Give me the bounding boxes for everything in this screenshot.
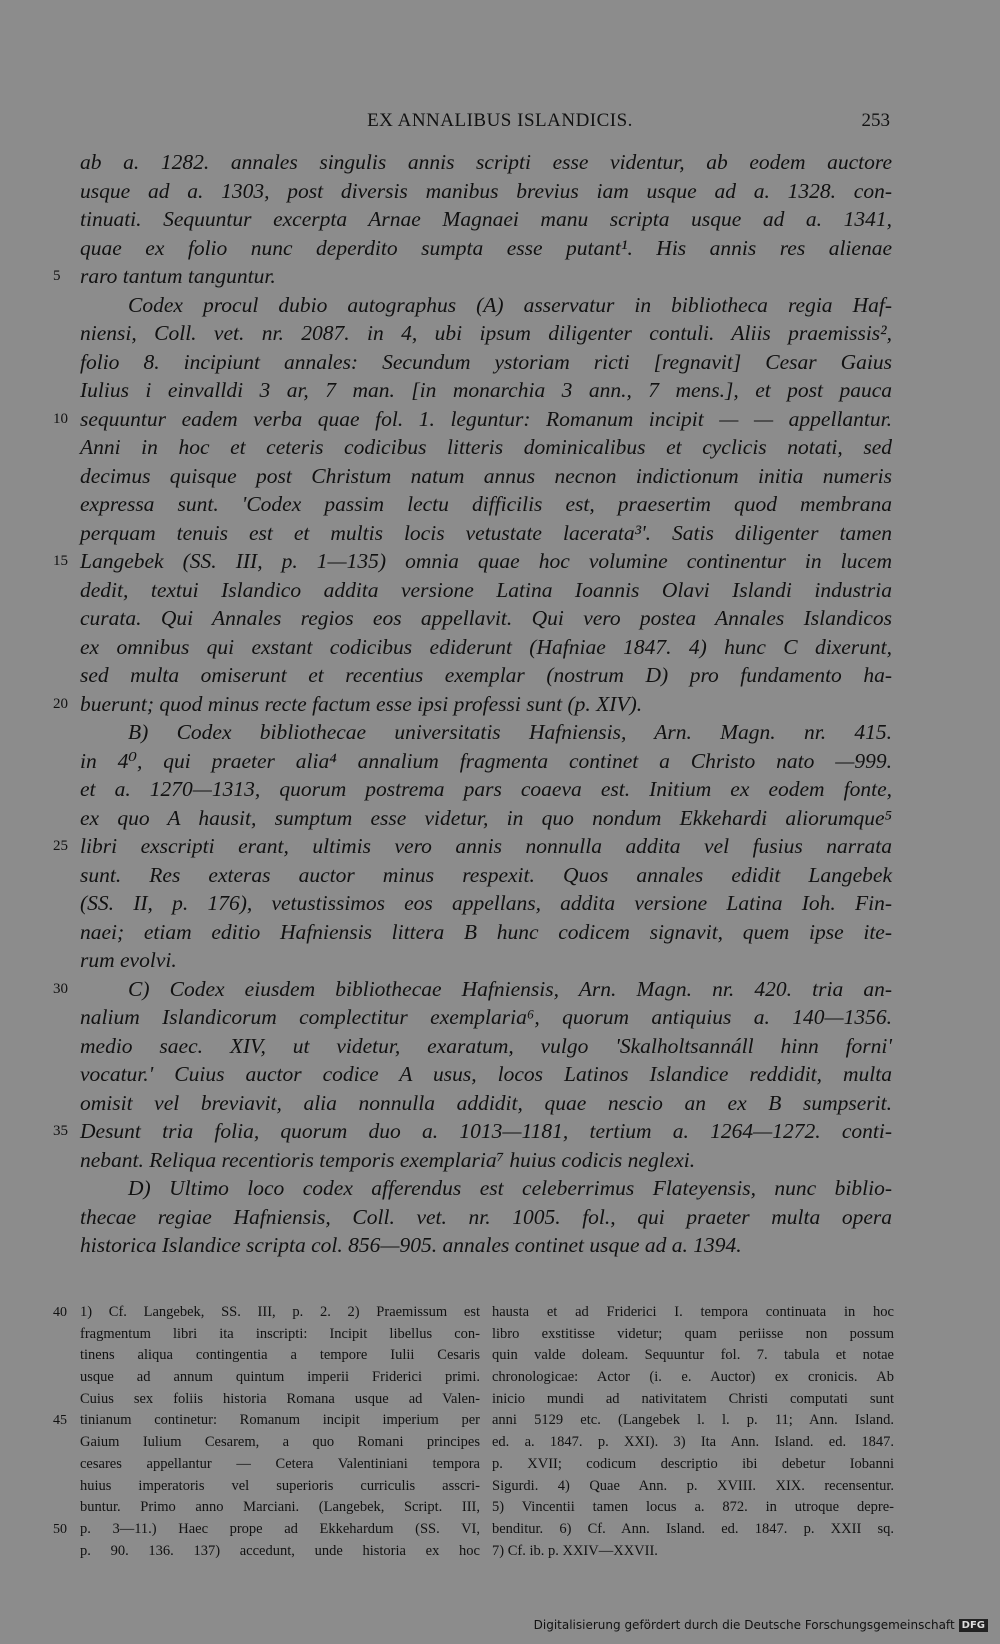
text-line xyxy=(80,633,892,662)
footnote-text: benditur. 6) Cf. Ann. Island. ed. 1847. p. XXII sq. xyxy=(492,1520,894,1537)
text-line xyxy=(80,946,892,975)
footnote-text: tinianum continetur: Romanum incipit imperium per xyxy=(80,1412,480,1429)
page-number: 253 xyxy=(861,110,890,131)
footnote-text: hausta et ad Friderici I. tempora continuata in hoc xyxy=(492,1304,894,1320)
line-text: nalium Islandicorum complectitur exemplaria⁶, quorum antiquius a. 140—1356. xyxy=(80,1005,892,1029)
line-text: dedit, textui Islandico addita versione Latina Ioannis Olavi Islandi industria xyxy=(80,577,892,602)
dfg-logo: DFG xyxy=(959,1619,988,1632)
text-line xyxy=(80,661,892,690)
line-text: naei; etiam editio Hafniensis littera B hunc codicem signavit, quem ipse ite- xyxy=(80,919,892,944)
text-line xyxy=(80,234,892,263)
line-text: folio 8. incipiunt annales: Secundum ystoriam ricti [regnavit] Cesar Gaius xyxy=(80,349,892,374)
line-text: C) Codex eiusdem bibliothecae Hafniensis, Arn. Magn. nr. 420. tria an- xyxy=(128,976,892,1001)
line-text: sequuntur eadem verba quae fol. 1. leguntur: Romanum incipit — — appellantur. xyxy=(80,406,892,431)
footnote-text: quin valde doleam. Sequuntur fol. 7. tabula et notae xyxy=(492,1347,894,1364)
line-text: rum evolvi. xyxy=(80,948,177,972)
footnote-line xyxy=(80,1497,480,1519)
text-line xyxy=(80,1089,892,1118)
footnote-line xyxy=(80,1541,480,1563)
text-line xyxy=(80,376,892,405)
text-line xyxy=(80,718,892,747)
line-text: Langebek (SS. III, p. 1—135) omnia quae hoc volumine continentur in lucem xyxy=(80,549,892,573)
footnote-line xyxy=(492,1410,894,1432)
footnote-text: p. XVII; codicum descriptio ibi debetur Iobanni xyxy=(492,1455,894,1472)
footnote-text: p. 90. 136. 137) accedunt, unde historia ex hoc xyxy=(80,1542,480,1559)
line-number: 5 xyxy=(53,268,61,284)
footnote-line xyxy=(492,1476,894,1498)
line-number: 50 xyxy=(53,1521,67,1537)
line-number: 25 xyxy=(53,838,68,854)
text-line xyxy=(80,1003,892,1032)
text-line xyxy=(80,604,892,633)
footnote-text: huius imperatoris vel superioris curriculis asscri- xyxy=(80,1477,480,1494)
text-line xyxy=(80,1231,892,1260)
line-number: 10 xyxy=(53,410,68,427)
text-line xyxy=(80,861,892,890)
line-text: tinuati. Sequuntur excerpta Arnae Magnaei manu scripta usque ad a. 1341, xyxy=(80,207,892,231)
line-text: et a. 1270—1313, quorum postrema pars coaeva est. Initium ex eodem fonte, xyxy=(80,777,892,801)
footnote-line xyxy=(80,1476,480,1498)
line-text: thecae regiae Hafniensis, Coll. vet. nr. 1005. fol., qui praeter multa opera xyxy=(80,1204,892,1229)
footnote-text: cesares appellantur — Cetera Valentiniani tempora xyxy=(80,1455,480,1472)
text-line xyxy=(80,1174,892,1203)
text-line xyxy=(80,148,892,177)
line-text: decimus quisque post Christum natum annus necnon indictionum initia numeris xyxy=(80,463,892,488)
footnote-line xyxy=(492,1432,894,1454)
text-line xyxy=(53,405,892,434)
text-line xyxy=(80,804,892,833)
footnote-text: anni 5129 etc. (Langebek l. l. p. 11; Ann. Island. xyxy=(492,1412,894,1429)
footnote-line xyxy=(53,1410,480,1432)
line-text: Anni in hoc et ceteris codicibus litteris dominicalibus et cyclicis notati, sed xyxy=(80,435,892,459)
line-text: curata. Qui Annales regios eos appellavit. Qui vero postea Annales Islandicos xyxy=(80,606,892,630)
footnotes-left-column xyxy=(53,1302,480,1562)
text-line xyxy=(80,576,892,605)
text-line xyxy=(80,205,892,234)
text-line xyxy=(53,1117,892,1146)
line-number: 45 xyxy=(53,1413,67,1429)
line-text: ab a. 1282. annales singulis annis scripti esse videntur, ab eodem auctore xyxy=(80,150,892,174)
footnote-line xyxy=(492,1324,894,1346)
footnote-text: fragmentum libri ita inscripti: Incipit libellus con- xyxy=(80,1325,480,1342)
text-line xyxy=(80,177,892,206)
text-line xyxy=(80,747,892,776)
credit-text: Digitalisierung gefördert durch die Deutsche Forschungsgemeinschaft xyxy=(533,1618,955,1632)
footnote-line xyxy=(80,1345,480,1367)
line-text: niensi, Coll. vet. nr. 2087. in 4, ubi ipsum diligenter contuli. Aliis praemissis², xyxy=(80,321,892,345)
line-number: 15 xyxy=(53,553,68,569)
footnote-text: chronologicae: Actor (i. e. Auctor) ex cronicis. Ab xyxy=(492,1369,894,1386)
line-text: D) Ultimo loco codex afferendus est celeberrimus Flateyensis, nunc biblio- xyxy=(128,1176,892,1200)
footnote-text: 1) Cf. Langebek, SS. III, p. 2. 2) Praemissum est xyxy=(80,1304,480,1320)
footnote-text: 5) Vincentii tamen locus a. 872. in utroque depre- xyxy=(492,1499,894,1516)
text-line xyxy=(80,319,892,348)
footnote-line xyxy=(492,1345,894,1367)
footnote-line xyxy=(80,1367,480,1389)
line-text: ex omnibus qui exstant codicibus ediderunt (Hafniae 1847. 4) hunc C dixerunt, xyxy=(80,634,892,659)
page-header xyxy=(0,110,1000,140)
text-line xyxy=(80,490,892,519)
text-line xyxy=(80,1060,892,1089)
footnote-text: inicio mundi ad nativitatem Christi computati sunt xyxy=(492,1390,894,1407)
footnote-line xyxy=(53,1302,480,1324)
line-text: expressa sunt. 'Codex passim lectu difficilis est, praesertim quod membrana xyxy=(80,492,892,516)
digitization-credit xyxy=(534,1618,988,1632)
footnote-line xyxy=(492,1497,894,1519)
line-text: omisit vel breviavit, alia nonnulla addidit, quae nescio an ex B sumpserit. xyxy=(80,1090,892,1115)
line-text: sunt. Res exteras auctor minus respexit. Quos annales edidit Langebek xyxy=(80,862,892,887)
footnotes-right-column xyxy=(492,1302,894,1562)
line-number: 30 xyxy=(53,980,68,997)
text-line xyxy=(53,832,892,861)
footnote-line xyxy=(492,1302,894,1324)
line-text: historica Islandice scripta col. 856—905. annales continet usque ad a. 1394. xyxy=(80,1233,742,1257)
line-number: 35 xyxy=(53,1123,68,1139)
text-line xyxy=(53,547,892,576)
line-text: ex quo A hausit, sumptum esse videtur, in quo nondum Ekkehardi aliorumque⁵ xyxy=(80,805,892,830)
footnote-text: Cuius sex foliis historia Romana usque ad Valen- xyxy=(80,1390,480,1407)
text-line xyxy=(80,291,892,320)
text-line xyxy=(80,918,892,947)
line-text: B) Codex bibliothecae universitatis Hafniensis, Arn. Magn. nr. 415. xyxy=(128,720,892,744)
line-text: Iulius i einvalldi 3 ar, 7 man. [in monarchia 3 ann., 7 mens.], et post pauca xyxy=(80,378,892,402)
line-text: libri exscripti erant, ultimis vero annis nonnulla addita vel fusius narrata xyxy=(80,834,892,858)
footnote-text: Sigurdi. 4) Quae Ann. p. XVIII. XIX. recensentur. xyxy=(492,1477,894,1494)
line-number: 40 xyxy=(53,1305,67,1320)
line-text: buerunt; quod minus recte factum esse ipsi professi sunt (p. XIV). xyxy=(80,691,643,716)
text-line xyxy=(53,975,892,1004)
footnote-text: p. 3—11.) Haec prope ad Ekkehardum (SS. VI, xyxy=(80,1520,480,1537)
text-line xyxy=(80,1032,892,1061)
footnote-line xyxy=(80,1432,480,1454)
line-text: sed multa omiserunt et recentius exemplar (nostrum D) pro fundamento ha- xyxy=(80,663,892,687)
footnote-line xyxy=(53,1519,480,1541)
footnote-line xyxy=(492,1541,894,1563)
footnote-text: ed. a. 1847. p. XXI). 3) Ita Ann. Island. ed. 1847. xyxy=(492,1434,894,1451)
footnote-line xyxy=(80,1324,480,1346)
text-line xyxy=(80,889,892,918)
footnote-line xyxy=(492,1367,894,1389)
text-line xyxy=(80,519,892,548)
line-text: raro tantum tanguntur. xyxy=(80,264,276,288)
footnote-text: 7) Cf. ib. p. XXIV—XXVII. xyxy=(492,1542,658,1559)
footnote-line xyxy=(80,1389,480,1411)
line-text: perquam tenuis est et multis locis vetustate lacerata³'. Satis diligenter tamen xyxy=(80,520,892,545)
line-text: Codex procul dubio autographus (A) asservatur in bibliotheca regia Haf- xyxy=(128,292,892,317)
main-text xyxy=(53,148,892,1260)
line-text: usque ad a. 1303, post diversis manibus brevius iam usque ad a. 1328. con- xyxy=(80,178,892,203)
line-text: quae ex folio nunc deperdito sumpta esse putant¹. His annis res alienae xyxy=(80,235,892,260)
footnote-text: Gaium Iulium Cesarem, a quo Romani principes xyxy=(80,1434,480,1451)
text-line xyxy=(80,462,892,491)
footnote-line xyxy=(492,1389,894,1411)
footnote-text: tinens aliqua contingentia a tempore Iulii Cesaris xyxy=(80,1347,480,1364)
text-line xyxy=(53,262,892,291)
text-line xyxy=(80,775,892,804)
footnote-line xyxy=(492,1519,894,1541)
footnote-text: usque ad annum quintum imperii Friderici primi. xyxy=(80,1369,480,1386)
line-text: Desunt tria folia, quorum duo a. 1013—1181, tertium a. 1264—1272. conti- xyxy=(80,1119,892,1143)
line-text: medio saec. XIV, ut videtur, exaratum, vulgo 'Skalholtsannáll hinn forni' xyxy=(80,1033,892,1058)
line-number: 20 xyxy=(53,695,68,712)
text-line xyxy=(53,690,892,719)
footnote-text: buntur. Primo anno Marciani. (Langebek, Script. III, xyxy=(80,1499,480,1516)
line-text: nebant. Reliqua recentioris temporis exemplaria⁷ huius codicis neglexi. xyxy=(80,1147,696,1172)
footnote-text: libro exstitisse videtur; quam periisse non possum xyxy=(492,1325,894,1342)
running-title: EX ANNALIBUS ISLANDICIS. xyxy=(367,110,633,131)
line-text: vocatur.' Cuius auctor codice A usus, locos Latinos Islandice reddidit, multa xyxy=(80,1062,892,1086)
footnote-line xyxy=(80,1454,480,1476)
text-line xyxy=(80,1146,892,1175)
text-line xyxy=(80,433,892,462)
line-text: in 4⁰, qui praeter alia⁴ annalium fragmenta continet a Christo nato —999. xyxy=(80,748,892,773)
text-line xyxy=(80,1203,892,1232)
footnote-line xyxy=(492,1454,894,1476)
line-text: (SS. II, p. 176), vetustissimos eos appellans, addita versione Latina Ioh. Fin- xyxy=(80,891,892,915)
text-line xyxy=(80,348,892,377)
